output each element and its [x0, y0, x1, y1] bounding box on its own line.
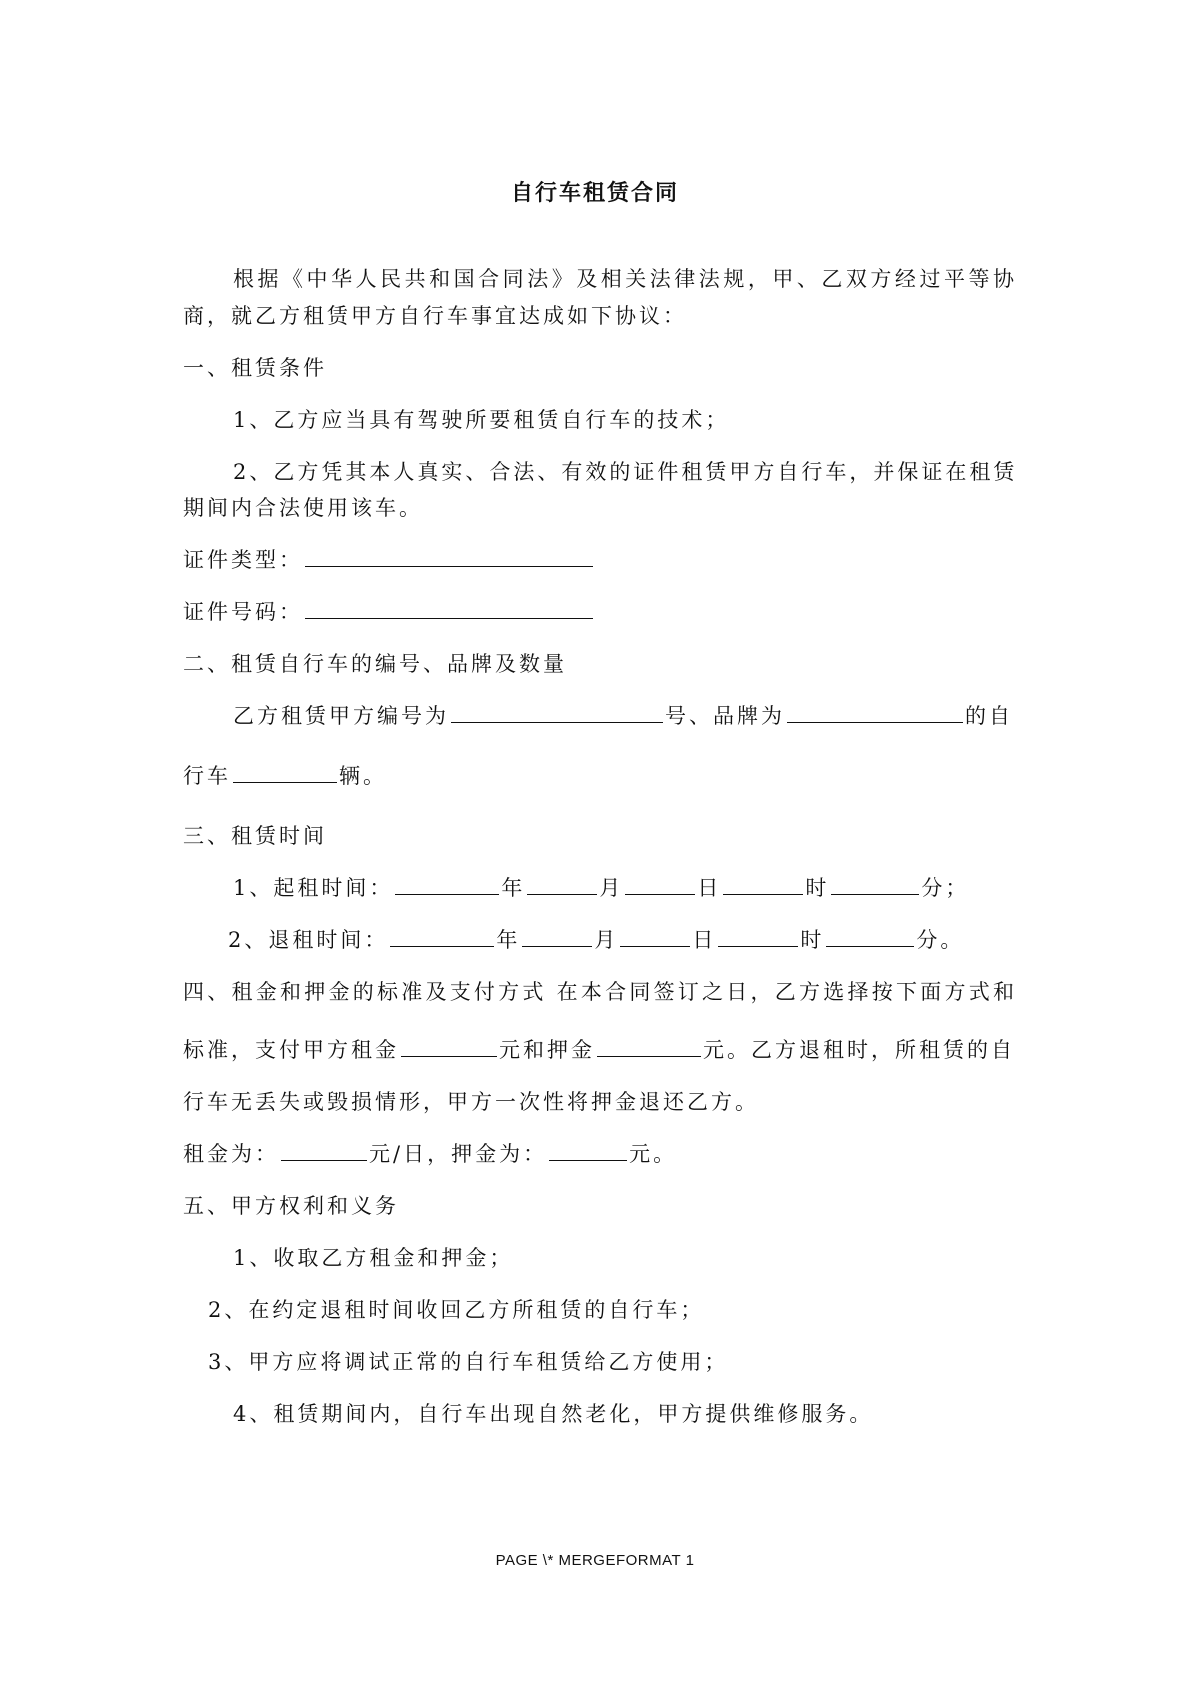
- deposit-blank[interactable]: [549, 1142, 627, 1161]
- end-year-unit: 年: [496, 928, 521, 952]
- section-2-text-e: 辆。: [339, 764, 387, 788]
- end-hour-unit: 时: [800, 928, 825, 952]
- section-4-line-1: 四、租金和押金的标准及支付方式 在本合同签订之日，乙方选择按下面方式和: [183, 980, 1017, 1004]
- end-minute-unit: 分。: [916, 928, 965, 952]
- bike-quantity-blank[interactable]: [233, 764, 337, 783]
- end-minute-blank[interactable]: [826, 928, 914, 947]
- rent-unit: 元/日，押金为：: [369, 1142, 548, 1166]
- id-number-row: [183, 596, 595, 626]
- id-type-blank[interactable]: [305, 548, 593, 567]
- bike-brand-label: 号、品牌为: [665, 704, 785, 728]
- intro-line-2: 商，就乙方租赁甲方自行车事宜达成如下协议：: [183, 304, 687, 328]
- end-day-unit: 日: [692, 928, 717, 952]
- rent-deposit-row: [183, 1138, 677, 1168]
- section-2-text-c: 的自: [965, 704, 1013, 728]
- section-1-item-1: 1、乙方应当具有驾驶所要租赁自行车的技术；: [233, 408, 730, 432]
- page-footer: PAGE \* MERGEFORMAT 1: [495, 1552, 695, 1569]
- deposit-unit: 元。: [629, 1142, 678, 1166]
- section-2-line-2: [183, 760, 387, 790]
- end-month-blank[interactable]: [522, 928, 592, 947]
- start-hour-blank[interactable]: [723, 876, 803, 895]
- section-4-text-b: 元和押金: [499, 1038, 595, 1062]
- end-hour-blank[interactable]: [718, 928, 798, 947]
- deposit-total-blank[interactable]: [597, 1038, 701, 1057]
- start-time-row: [233, 872, 969, 902]
- section-5-heading: 五、甲方权利和义务: [183, 1194, 399, 1218]
- section-2-heading: 二、租赁自行车的编号、品牌及数量: [183, 652, 567, 676]
- section-1-item-2-line-1: 2、乙方凭其本人真实、合法、有效的证件租赁甲方自行车，并保证在租赁: [233, 460, 1018, 484]
- start-time-label: 1、起租时间：: [233, 876, 394, 900]
- intro-line-1: 根据《中华人民共和国合同法》及相关法律法规，甲、乙双方经过平等协: [233, 267, 1017, 291]
- start-hour-unit: 时: [805, 876, 830, 900]
- document-title: 自行车租赁合同: [510, 180, 679, 206]
- end-time-label: 2、退租时间：: [228, 928, 389, 952]
- section-1-item-2-line-2: 期间内合法使用该车。: [183, 496, 423, 520]
- start-year-unit: 年: [501, 876, 526, 900]
- id-number-blank[interactable]: [305, 600, 593, 619]
- section-5-item-3: 3、甲方应将调试正常的自行车租赁给乙方使用；: [208, 1350, 729, 1374]
- start-minute-unit: 分；: [921, 876, 970, 900]
- start-day-unit: 日: [697, 876, 722, 900]
- bike-number-label: 乙方租赁甲方编号为: [233, 704, 449, 728]
- daily-rent-blank[interactable]: [281, 1142, 367, 1161]
- bike-number-blank[interactable]: [451, 704, 663, 723]
- bike-brand-blank[interactable]: [787, 704, 963, 723]
- section-5-item-4: 4、租赁期间内，自行车出现自然老化，甲方提供维修服务。: [233, 1402, 874, 1426]
- start-day-blank[interactable]: [625, 876, 695, 895]
- start-month-blank[interactable]: [527, 876, 597, 895]
- rent-label: 租金为：: [183, 1142, 279, 1166]
- section-4-line-3: 行车无丢失或毁损情形，甲方一次性将押金退还乙方。: [183, 1090, 759, 1114]
- id-type-row: [183, 544, 595, 574]
- start-year-blank[interactable]: [395, 876, 499, 895]
- end-year-blank[interactable]: [390, 928, 494, 947]
- id-number-label: 证件号码：: [183, 600, 303, 624]
- section-1-heading: 一、租赁条件: [183, 356, 327, 380]
- end-month-unit: 月: [594, 928, 619, 952]
- section-5-item-1: 1、收取乙方租金和押金；: [233, 1246, 514, 1270]
- section-4-text-c: 元。乙方退租时，所租赁的自: [703, 1038, 1015, 1062]
- section-5-item-2: 2、在约定退租时间收回乙方所租赁的自行车；: [208, 1298, 705, 1322]
- start-minute-blank[interactable]: [831, 876, 919, 895]
- section-4-line-2: [183, 1034, 1015, 1064]
- id-type-label: 证件类型：: [183, 548, 303, 572]
- section-4-text-a: 标准，支付甲方租金: [183, 1038, 399, 1062]
- rent-total-blank[interactable]: [401, 1038, 497, 1057]
- end-day-blank[interactable]: [620, 928, 690, 947]
- section-2-text-d: 行车: [183, 764, 231, 788]
- section-3-heading: 三、租赁时间: [183, 824, 327, 848]
- section-2-line-1: [233, 700, 1013, 730]
- start-month-unit: 月: [599, 876, 624, 900]
- end-time-row: [228, 924, 964, 954]
